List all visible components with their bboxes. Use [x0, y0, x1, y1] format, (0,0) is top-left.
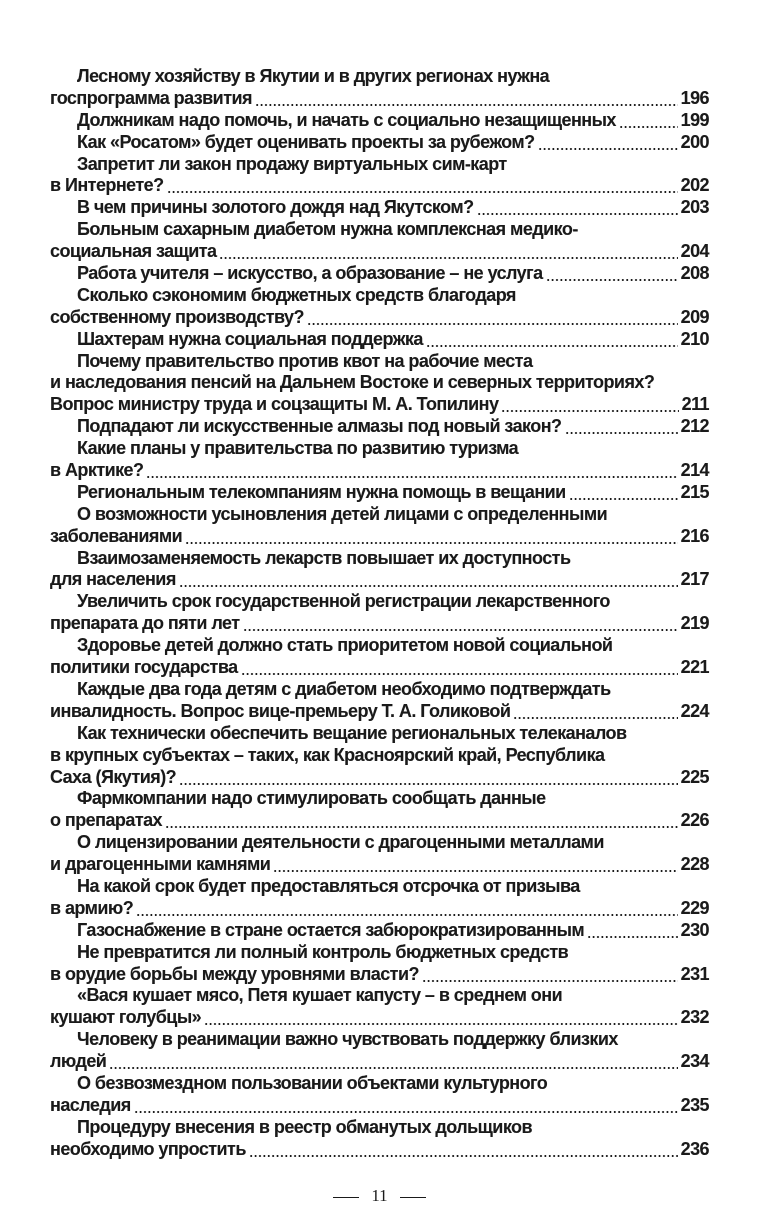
dot-leader [307, 307, 678, 329]
page-footer [0, 1186, 759, 1206]
toc-entry-line [50, 438, 709, 460]
toc-page-number: 196 [680, 87, 709, 108]
toc-entry-title: госпрограмма развития [50, 87, 252, 108]
toc-page-number: 219 [680, 613, 709, 634]
toc-entry-title: в Интернете? [50, 175, 164, 196]
dot-leader [255, 88, 678, 110]
toc-entry-line [50, 985, 709, 1007]
toc-entry-line [50, 1117, 709, 1139]
dot-leader [204, 1007, 678, 1029]
toc-entry-line [50, 569, 709, 591]
toc-entry[interactable] [50, 416, 709, 438]
toc-page-number: 203 [680, 197, 709, 218]
toc-entry[interactable] [50, 876, 709, 920]
toc-entry-line [50, 1007, 709, 1029]
toc-entry[interactable] [50, 985, 709, 1029]
toc-entry[interactable] [50, 1073, 709, 1117]
toc-page-number: 224 [680, 700, 709, 721]
toc-page-number: 208 [680, 263, 709, 284]
toc-entry-title: Как технически обеспечить вещание региональных телеканалов [77, 722, 627, 743]
dot-leader [109, 1051, 677, 1073]
toc-entry[interactable] [50, 351, 709, 417]
toc-entry-title: В чем причины золотого дождя над Якутском? [77, 197, 474, 218]
toc-entry-title: Процедуру внесения в реестр обманутых дольщиков [77, 1116, 533, 1137]
toc-entry-title: наследия [50, 1094, 131, 1115]
toc-entry-line [50, 657, 709, 679]
toc-entry-title: Почему правительство против квот на рабочие места [77, 350, 533, 371]
dot-leader [422, 964, 678, 986]
dot-leader [134, 1095, 678, 1117]
toc-entry-title: для населения [50, 569, 176, 590]
toc-entry-line [50, 263, 709, 285]
dot-leader [565, 416, 678, 438]
toc-entry-title: Газоснабжение в стране остается забюрократизированным [77, 919, 585, 940]
toc-entry-title: людей [50, 1051, 107, 1072]
toc-entry[interactable] [50, 1117, 709, 1161]
toc-entry-line [50, 701, 709, 723]
toc-page-number: 210 [680, 328, 709, 349]
toc-entry-title: Шахтерам нужна социальная поддержка [77, 328, 423, 349]
toc-entry-title: и драгоценными камнями [50, 854, 271, 875]
toc-entry-line [50, 1029, 709, 1051]
toc-page-number: 225 [680, 766, 709, 787]
dot-leader [165, 810, 678, 832]
dot-leader [167, 175, 678, 197]
toc-entry-line [50, 810, 709, 832]
toc-entry-line [50, 175, 709, 197]
dot-leader [136, 898, 677, 920]
toc-page-number: 202 [680, 175, 709, 196]
toc-entry-title: Не превратится ли полный контроль бюджетных средств [77, 941, 569, 962]
toc-entry-line [50, 285, 709, 307]
toc-entry-title: Каждые два года детям с диабетом необходимо подтверждать [77, 678, 611, 699]
toc-entry-title: собственному производству? [50, 306, 304, 327]
dot-leader [619, 110, 678, 132]
toc-entry-line [50, 1051, 709, 1073]
toc-entry-line [50, 591, 709, 613]
toc-page-number: 221 [680, 657, 709, 678]
toc-entry-line [50, 1073, 709, 1095]
toc-page-number: 231 [680, 963, 709, 984]
dot-leader [569, 482, 678, 504]
toc-entry[interactable] [50, 110, 709, 132]
toc-page-number: 212 [680, 416, 709, 437]
toc-entry-title: Запретит ли закон продажу виртуальных сим-карт [77, 153, 507, 174]
toc-page-number: 209 [680, 306, 709, 327]
toc-page-number: 217 [680, 569, 709, 590]
toc-entry-title: Какие планы у правительства по развитию туризма [77, 438, 519, 459]
toc-entry-line [50, 372, 709, 394]
toc-entry-title: Больным сахарным диабетом нужна комплексная медико- [77, 219, 578, 240]
toc-entry-title: Здоровье детей должно стать приоритетом новой социальной [77, 635, 613, 656]
toc-entry-title: О безвозмездном пользовании объектами культурного [77, 1072, 548, 1093]
toc-entry[interactable] [50, 197, 709, 219]
toc-entry-title: О лицензировании деятельности с драгоценными металлами [77, 832, 604, 853]
toc-entry[interactable] [50, 504, 709, 548]
toc-entry-title: Лесному хозяйству в Якутии и в других регионах нужна [77, 66, 550, 86]
toc-entry[interactable] [50, 788, 709, 832]
dot-leader [546, 263, 678, 285]
toc-entry-title: заболеваниями [50, 525, 183, 546]
toc-entry-line [50, 1139, 709, 1161]
toc-entry[interactable] [50, 438, 709, 482]
dot-leader [179, 767, 678, 789]
toc-entry[interactable] [50, 832, 709, 876]
toc-entry-line [50, 1095, 709, 1117]
toc-entry-title: Региональным телекомпаниям нужна помощь в вещании [77, 481, 566, 502]
footer-dash-left [333, 1197, 359, 1198]
toc-entry[interactable] [50, 942, 709, 986]
toc-entry-line [50, 876, 709, 898]
toc-page-number: 229 [680, 897, 709, 918]
toc-entry-line [50, 613, 709, 635]
toc-entry-line [50, 416, 709, 438]
toc-entry-line [50, 745, 709, 767]
dot-leader [146, 460, 677, 482]
toc-entry-line [50, 526, 709, 548]
toc-entry[interactable] [50, 154, 709, 198]
toc-entry-title: и наследования пенсий на Дальнем Востоке и северных территориях? [50, 372, 655, 393]
dot-leader [477, 197, 678, 219]
toc-entry-title: Взаимозаменяемость лекарств повышает их доступность [77, 547, 571, 568]
toc-entry-title: в Арктике? [50, 460, 144, 481]
toc-entry-title: в армию? [50, 897, 134, 918]
toc-entry-line [50, 679, 709, 701]
dot-leader [273, 854, 677, 876]
toc-entry-line [50, 154, 709, 176]
toc-page-number: 216 [680, 525, 709, 546]
toc-entry-title: социальная защита [50, 241, 217, 262]
toc-entry-line [50, 723, 709, 745]
toc-entry-line [50, 88, 709, 110]
toc-entry-line [50, 329, 709, 351]
dot-leader [243, 613, 678, 635]
toc-entry-title: необходимо упростить [50, 1138, 246, 1159]
toc-entry-line [50, 832, 709, 854]
toc-entry-line [50, 351, 709, 373]
toc-page-number: 199 [680, 109, 709, 130]
toc-entry-line [50, 482, 709, 504]
toc-page-number: 226 [680, 810, 709, 831]
toc-page-number: 236 [680, 1138, 709, 1159]
toc-entry-title: О возможности усыновления детей лицами с определенными [77, 503, 608, 524]
toc-page-number: 204 [680, 241, 709, 262]
toc-entry[interactable] [50, 66, 709, 110]
toc-entry[interactable] [50, 1029, 709, 1073]
toc-entry-line [50, 219, 709, 241]
toc-page-number: 228 [680, 854, 709, 875]
toc-entry-line [50, 110, 709, 132]
toc-entry[interactable] [50, 329, 709, 351]
toc-page-number: 235 [680, 1094, 709, 1115]
toc-entry-title: Саха (Якутия)? [50, 766, 177, 787]
toc-entry[interactable] [50, 723, 709, 789]
toc-entry-line [50, 854, 709, 876]
toc-page-number: 230 [680, 919, 709, 940]
table-of-contents [50, 66, 709, 1161]
toc-page-number: 234 [680, 1051, 709, 1072]
toc-entry-title: инвалидность. Вопрос вице-премьеру Т. А. Голиковой [50, 700, 511, 721]
toc-entry-line [50, 66, 709, 88]
toc-entry[interactable] [50, 635, 709, 679]
toc-entry[interactable] [50, 679, 709, 723]
dot-leader [501, 394, 678, 416]
toc-entry-line [50, 920, 709, 942]
toc-page-number: 214 [680, 460, 709, 481]
toc-entry[interactable] [50, 132, 709, 154]
dot-leader [249, 1139, 678, 1161]
toc-entry-title: политики государства [50, 657, 238, 678]
toc-entry-line [50, 898, 709, 920]
toc-page-number: 211 [681, 394, 709, 415]
toc-entry-line [50, 197, 709, 219]
dot-leader [241, 657, 678, 679]
dot-leader [219, 241, 677, 263]
toc-page-number: 215 [680, 481, 709, 502]
toc-entry[interactable] [50, 548, 709, 592]
toc-entry-line [50, 635, 709, 657]
toc-entry-title: Сколько сэкономим бюджетных средств благодаря [77, 284, 516, 305]
toc-entry-line [50, 964, 709, 986]
toc-entry-line [50, 942, 709, 964]
toc-entry-title: «Вася кушает мясо, Петя кушает капусту – в среднем они [77, 985, 563, 1006]
toc-entry-line [50, 548, 709, 570]
toc-entry-line [50, 788, 709, 810]
toc-entry-line [50, 504, 709, 526]
toc-entry-title: препарата до пяти лет [50, 613, 240, 634]
dot-leader [426, 329, 678, 351]
toc-page-number: 200 [680, 131, 709, 152]
page-number: 11 [371, 1186, 388, 1205]
dot-leader [185, 526, 678, 548]
toc-entry-title: о препаратах [50, 810, 162, 831]
toc-entry-title: Должникам надо помочь, и начать с социально незащищенных [77, 109, 616, 130]
toc-entry-title: На какой срок будет предоставляться отсрочка от призыва [77, 875, 580, 896]
toc-entry-title: Как «Росатом» будет оценивать проекты за рубежом? [77, 131, 535, 152]
toc-entry[interactable] [50, 920, 709, 942]
toc-entry-title: Работа учителя – искусство, а образование – не услуга [77, 263, 543, 284]
toc-entry-title: Подпадают ли искусственные алмазы под новый закон? [77, 416, 562, 437]
toc-entry-title: Человеку в реанимации важно чувствовать поддержку близких [77, 1029, 618, 1050]
toc-entry-title: Увеличить срок государственной регистрации лекарственного [77, 591, 610, 612]
toc-entry-line [50, 394, 709, 416]
toc-entry-title: в орудие борьбы между уровнями власти? [50, 963, 419, 984]
toc-entry[interactable] [50, 219, 709, 263]
toc-entry-line [50, 241, 709, 263]
toc-entry-line [50, 307, 709, 329]
toc-entry[interactable] [50, 591, 709, 635]
toc-entry-title: Вопрос министру труда и соцзащиты М. А. Топилину [50, 394, 499, 415]
toc-entry[interactable] [50, 285, 709, 329]
footer-dash-right [400, 1197, 426, 1198]
toc-entry-title: в крупных субъектах – таких, как Красноярский край, Республика [50, 744, 605, 765]
toc-entry-line [50, 767, 709, 789]
toc-entry-title: кушают голубцы» [50, 1007, 202, 1028]
toc-entry-line [50, 132, 709, 154]
toc-entry[interactable] [50, 263, 709, 285]
dot-leader [513, 701, 677, 723]
toc-entry-title: Фармкомпании надо стимулировать сообщать данные [77, 788, 546, 809]
dot-leader [179, 569, 678, 591]
dot-leader [587, 920, 677, 942]
dot-leader [538, 132, 678, 154]
toc-entry[interactable] [50, 482, 709, 504]
toc-entry-line [50, 460, 709, 482]
toc-page-number: 232 [680, 1007, 709, 1028]
